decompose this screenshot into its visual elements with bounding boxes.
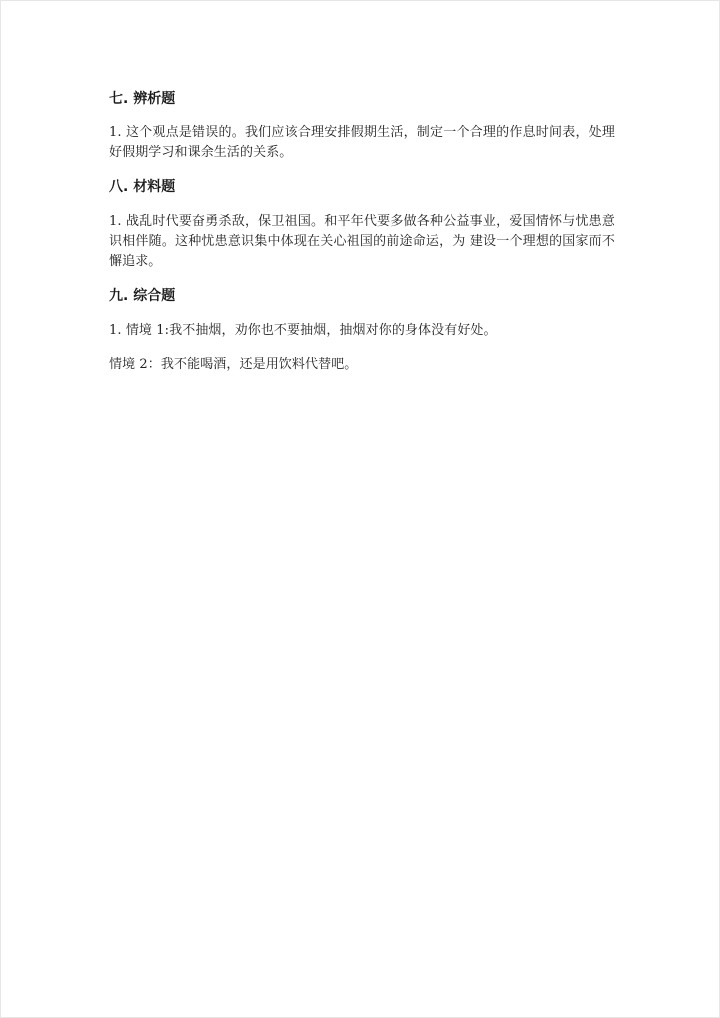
section-title-comprehensive: 九. 综合题 bbox=[109, 288, 176, 304]
section-material bbox=[109, 177, 615, 272]
comprehensive-scenario-1: 1. 情境 1:我不抽烟，劝你也不要抽烟，抽烟对你的身体没有好处。 bbox=[109, 323, 497, 338]
comprehensive-scenario-2: 情境 2：我不能喝酒，还是用饮料代替吧。 bbox=[109, 357, 358, 372]
answer-content bbox=[109, 89, 615, 375]
section-title-material: 八. 材料题 bbox=[109, 179, 176, 195]
section-comprehensive bbox=[109, 286, 615, 375]
section-discrimination bbox=[109, 89, 615, 163]
discrimination-answer-1: 1. 这个观点是错误的。我们应该合理安排假期生活，制定一个合理的作息时间表，处理好假期学习和课余生活的关系。 bbox=[109, 125, 615, 160]
material-answer-1: 1. 战乱时代要奋勇杀敌，保卫祖国。和平年代要多做各种公益事业，爱国情怀与忧患意识相伴随。这种忧患意识集中体现在关心祖国的前途命运，为 建设一个理想的国家而不懈追求。 bbox=[109, 214, 615, 269]
section-title-discrimination: 七. 辨析题 bbox=[109, 91, 176, 107]
